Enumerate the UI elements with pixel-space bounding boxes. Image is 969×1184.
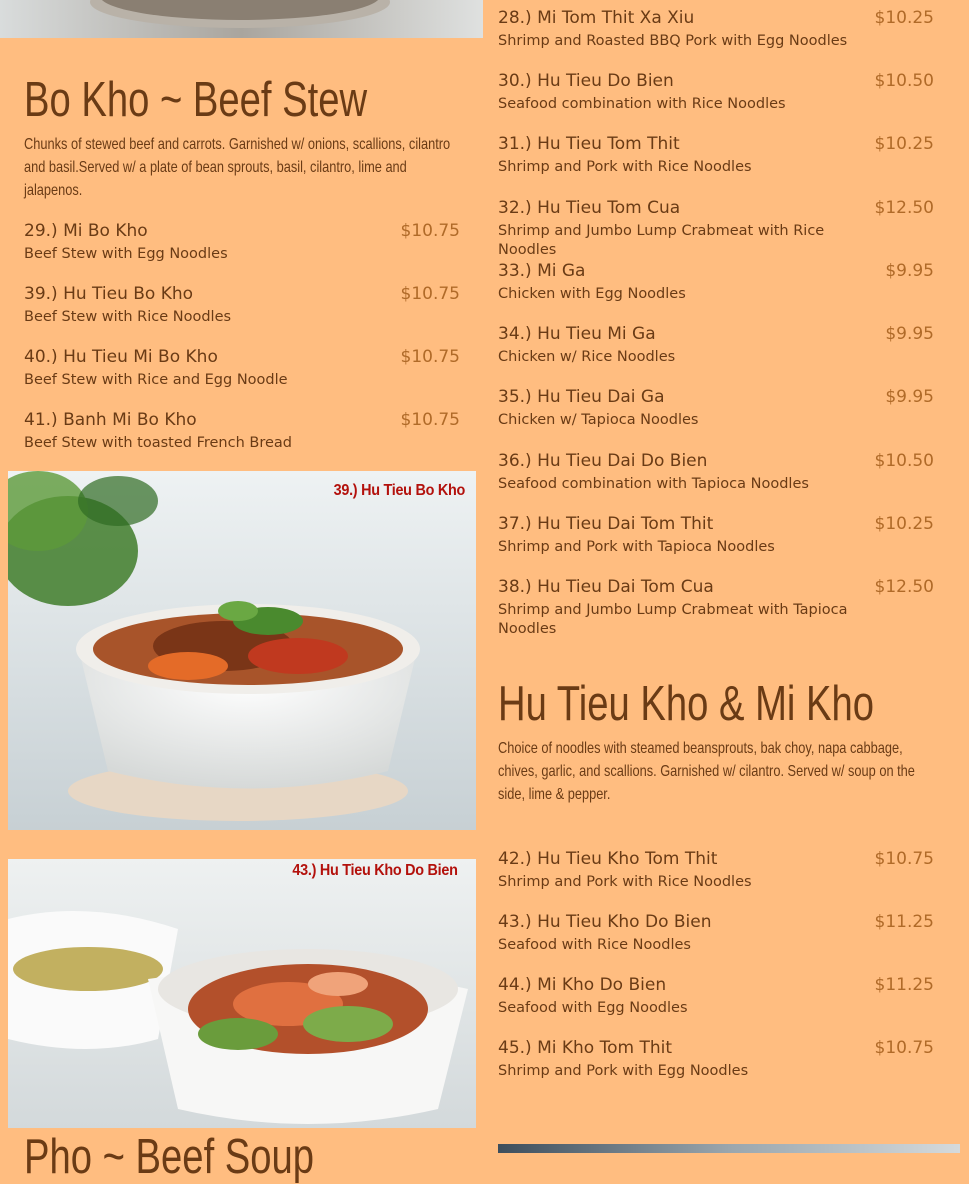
hu-tieu-kho-item-price: $10.75: [874, 1038, 934, 1058]
bo-kho-item-price: $10.75: [400, 221, 460, 241]
hu-tieu-item-name: 32.) Hu Tieu Tom Cua: [498, 198, 681, 218]
bo-kho-item-description: Beef Stew with toasted French Bread: [24, 435, 292, 451]
hu-tieu-item: [498, 324, 934, 374]
hu-tieu-item-description: Chicken w/ Rice Noodles: [498, 349, 676, 365]
dish-photo-hu-tieu-bo-kho: [8, 471, 476, 830]
hu-tieu-item: [498, 134, 934, 184]
hu-tieu-item: [498, 198, 934, 258]
bo-kho-item-price: $10.75: [400, 284, 460, 304]
hu-tieu-kho-item-name: 45.) Mi Kho Tom Thit: [498, 1038, 673, 1058]
hu-tieu-kho-item-name: 43.) Hu Tieu Kho Do Bien: [498, 912, 712, 932]
hu-tieu-kho-item-description: Shrimp and Pork with Egg Noodles: [498, 1063, 749, 1079]
hu-tieu-kho-item: [498, 912, 934, 962]
hu-tieu-item-name: 34.) Hu Tieu Mi Ga: [498, 324, 656, 344]
bo-kho-item: [24, 347, 460, 397]
hu-tieu-kho-item-description: Seafood with Egg Noodles: [498, 1000, 688, 1016]
hu-tieu-kho-item-price: $10.75: [874, 849, 934, 869]
hu-tieu-kho-item: [498, 975, 934, 1025]
hu-tieu-kho-item-description: Seafood with Rice Noodles: [498, 937, 691, 953]
bo-kho-item: [24, 221, 460, 271]
hu-tieu-item-price: $10.25: [874, 8, 934, 28]
hu-tieu-item: [498, 8, 934, 58]
hu-tieu-kho-item-name: 44.) Mi Kho Do Bien: [498, 975, 667, 995]
section-title-bo-kho: Bo Kho ~ Beef Stew: [24, 73, 368, 127]
hu-tieu-item: [498, 451, 934, 501]
hu-tieu-item: [498, 387, 934, 437]
hu-tieu-item: [498, 514, 934, 564]
hu-tieu-item: [498, 71, 934, 121]
hu-tieu-kho-item-name: 42.) Hu Tieu Kho Tom Thit: [498, 849, 718, 869]
hu-tieu-item-name: 35.) Hu Tieu Dai Ga: [498, 387, 665, 407]
bo-kho-item-price: $10.75: [400, 347, 460, 367]
hu-tieu-kho-item-price: $11.25: [874, 975, 934, 995]
bo-kho-item-description: Beef Stew with Rice Noodles: [24, 309, 232, 325]
bottom-dish-photo: [498, 1144, 960, 1153]
hu-tieu-item-description: Chicken w/ Tapioca Noodles: [498, 412, 699, 428]
hu-tieu-item-name: 36.) Hu Tieu Dai Do Bien: [498, 451, 708, 471]
hu-tieu-kho-item-description: Shrimp and Pork with Rice Noodles: [498, 874, 752, 890]
section-title-pho-partial: Pho ~ Beef Soup: [24, 1130, 315, 1184]
bo-kho-item: [24, 284, 460, 334]
hu-tieu-item-price: $10.25: [874, 514, 934, 534]
hu-tieu-item-description: Shrimp and Pork with Rice Noodles: [498, 159, 752, 175]
hu-tieu-item-description: Seafood combination with Rice Noodles: [498, 96, 786, 112]
hu-tieu-item-name: 31.) Hu Tieu Tom Thit: [498, 134, 680, 154]
hu-tieu-item-name: 28.) Mi Tom Thit Xa Xiu: [498, 8, 695, 28]
hu-tieu-item-price: $10.50: [874, 451, 934, 471]
bo-kho-item-name: 40.) Hu Tieu Mi Bo Kho: [24, 347, 218, 367]
hu-tieu-item-name: 38.) Hu Tieu Dai Tom Cua: [498, 577, 714, 597]
hu-tieu-item-description: Shrimp and Jumbo Lump Crabmeat with Rice Noodles: [498, 223, 825, 258]
bo-kho-item-price: $10.75: [400, 410, 460, 430]
bo-kho-item-name: 41.) Banh Mi Bo Kho: [24, 410, 197, 430]
hu-tieu-item: [498, 577, 934, 637]
hu-tieu-item-price: $12.50: [874, 198, 934, 218]
photo-label-hu-tieu-bo-kho: 39.) Hu Tieu Bo Kho: [333, 482, 465, 499]
hu-tieu-item-price: $10.25: [874, 134, 934, 154]
section-description-hu-tieu-kho: Choice of noodles with steamed beansprouts, bak choy, napa cabbage, chives, garlic, and scallions. Garnished w/ cilantro. Served w/ soup on the side, lime & pepper.: [498, 740, 915, 803]
hu-tieu-item-name: 30.) Hu Tieu Do Bien: [498, 71, 674, 91]
hu-tieu-item-name: 33.) Mi Ga: [498, 261, 586, 281]
hu-tieu-item-name: 37.) Hu Tieu Dai Tom Thit: [498, 514, 714, 534]
hu-tieu-item-description: Shrimp and Jumbo Lump Crabmeat with Tapioca Noodles: [498, 602, 848, 637]
hu-tieu-kho-item: [498, 849, 934, 899]
hu-tieu-item-description: Shrimp and Pork with Tapioca Noodles: [498, 539, 775, 555]
hu-tieu-kho-item-price: $11.25: [874, 912, 934, 932]
bo-kho-item-description: Beef Stew with Rice and Egg Noodle: [24, 372, 288, 388]
hu-tieu-item-description: Seafood combination with Tapioca Noodles: [498, 476, 809, 492]
hu-tieu-item-price: $9.95: [885, 324, 934, 344]
photo-label-hu-tieu-kho-do-bien: 43.) Hu Tieu Kho Do Bien: [292, 862, 458, 879]
hu-tieu-item-description: Chicken with Egg Noodles: [498, 286, 686, 302]
hu-tieu-item-price: $9.95: [885, 387, 934, 407]
top-dish-photo: [0, 0, 483, 38]
hu-tieu-item: [498, 261, 934, 311]
hu-tieu-item-price: $9.95: [885, 261, 934, 281]
hu-tieu-item-description: Shrimp and Roasted BBQ Pork with Egg Noodles: [498, 33, 848, 49]
hu-tieu-item-price: $10.50: [874, 71, 934, 91]
bo-kho-item-name: 39.) Hu Tieu Bo Kho: [24, 284, 194, 304]
bo-kho-item-description: Beef Stew with Egg Noodles: [24, 246, 228, 262]
hu-tieu-item-price: $12.50: [874, 577, 934, 597]
dish-photo-hu-tieu-kho-do-bien: [8, 859, 476, 1128]
hu-tieu-kho-item: [498, 1038, 934, 1088]
bo-kho-item-name: 29.) Mi Bo Kho: [24, 221, 148, 241]
section-description-bo-kho: Chunks of stewed beef and carrots. Garnished w/ onions, scallions, cilantro and basil.Served w/ a plate of bean sprouts, basil, cilantro, lime and jalapenos.: [24, 136, 451, 199]
section-title-hu-tieu-kho: Hu Tieu Kho & Mi Kho: [498, 677, 875, 731]
bo-kho-item: [24, 410, 460, 460]
